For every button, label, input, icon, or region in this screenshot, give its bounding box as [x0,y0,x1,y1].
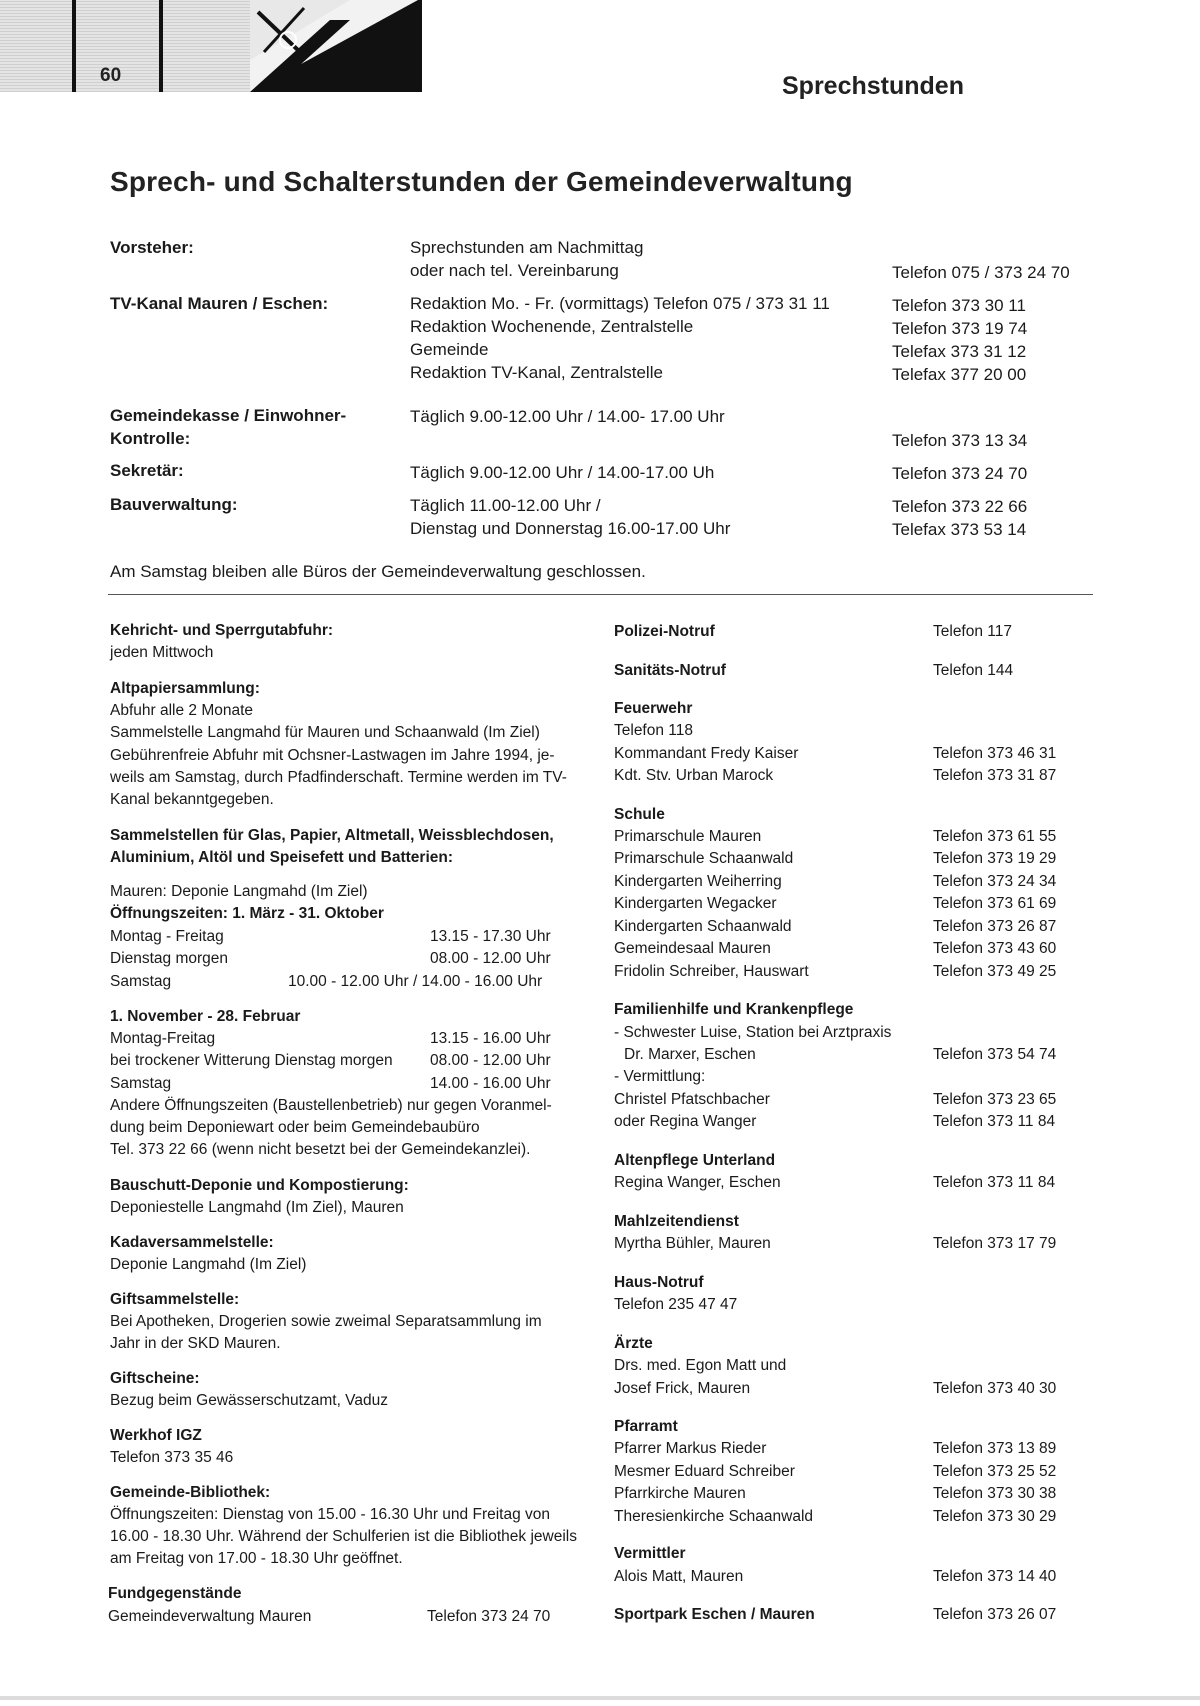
mahlzeiten-phone: Telefon 373 17 79 [933,1235,1057,1252]
hours-day: Montag-Freitag [110,1030,216,1047]
schule-name: Primarschule Schaanwald [614,850,794,867]
feuerwehr-line: Kdt. Stv. Urban Marock [614,767,774,784]
familie-line: Dr. Marxer, Eschen [624,1046,756,1063]
pfarramt-phone: Telefon 373 13 89 [933,1440,1057,1457]
hausnotruf-title: Haus-Notruf [614,1274,704,1291]
polizei-title: Polizei-Notruf [614,623,715,640]
pfarramt-phone: Telefon 373 25 52 [933,1463,1057,1480]
bauschutt-text: Deponiestelle Langmahd (Im Ziel), Mauren [110,1199,404,1216]
pfarramt-name: Mesmer Eduard Schreiber [614,1463,795,1480]
label-tv-kanal: TV-Kanal Mauren / Eschen: [110,294,329,313]
schule-name: Kindergarten Weiherring [614,873,782,890]
schule-phone: Telefon 373 61 55 [933,828,1057,845]
season-summer: Öffnungszeiten: 1. März - 31. Oktober [110,905,384,922]
bibliothek-line: am Freitag von 17.00 - 18.30 Uhr geöffnet. [110,1550,403,1567]
vermittler-phone: Telefon 373 14 40 [933,1568,1057,1585]
sammel-note: Andere Öffnungszeiten (Baustellenbetrieb) nur gegen Voranmel- [110,1097,552,1114]
header-rule [72,0,76,92]
section-title: Sprechstunden [782,72,964,100]
bau-line: Täglich 11.00-12.00 Uhr / [410,496,601,515]
feuerwehr-phone: Telefon 373 31 87 [933,767,1057,784]
feuerwehr-phone: Telefon 373 46 31 [933,745,1057,762]
kasse-phone: Telefon 373 13 34 [892,431,1028,450]
vorsteher-phone: Telefon 075 / 373 24 70 [892,263,1070,282]
bibliothek-line: Öffnungszeiten: Dienstag von 15.00 - 16.30 Uhr und Freitag von [110,1506,551,1523]
altpapier-line: Sammelstelle Langmahd für Mauren und Schaanwald (Im Ziel) [110,724,540,741]
fund-text: Gemeindeverwaltung Mauren [108,1608,312,1625]
header-rule [159,0,163,92]
aerzte-line: Josef Frick, Mauren [614,1380,751,1397]
tv-line: Redaktion Wochenende, Zentralstelle [410,317,694,336]
feuerwehr-title: Feuerwehr [614,700,693,717]
fund-phone: Telefon 373 24 70 [427,1608,551,1625]
vorsteher-line: Sprechstunden am Nachmittag [410,238,644,257]
hours-time: 14.00 - 16.00 Uhr [430,1075,551,1092]
sammelstellen-title: Aluminium, Altöl und Speisefett und Batterien: [110,849,454,866]
hours-day: Dienstag morgen [110,950,229,967]
hours-time: 13.15 - 17.30 Uhr [430,928,551,945]
gift-title: Giftsammelstelle: [110,1291,240,1308]
familie-line: Christel Pfatschbacher [614,1091,770,1108]
sportpark-title: Sportpark Eschen / Mauren [614,1606,815,1623]
sanitaet-phone: Telefon 144 [933,662,1014,679]
altpapier-line: Gebührenfreie Abfuhr mit Ochsner-Lastwagen im Jahre 1994, je- [110,747,555,764]
sammel-note: Tel. 373 22 66 (wenn nicht besetzt bei der Gemeindekanzlei). [110,1141,531,1158]
bauschutt-title: Bauschutt-Deponie und Kompostierung: [110,1177,409,1194]
giftscheine-title: Giftscheine: [110,1370,200,1387]
vermittler-title: Vermittler [614,1545,686,1562]
familie-line: oder Regina Wanger [614,1113,757,1130]
pfarramt-name: Pfarrkirche Mauren [614,1485,746,1502]
label-bauverwaltung: Bauverwaltung: [110,495,238,514]
gift-line: Bei Apotheken, Drogerien sowie zweimal Separatsammlung im [110,1313,542,1330]
altpapier-line: Abfuhr alle 2 Monate [110,702,254,719]
schule-phone: Telefon 373 43 60 [933,940,1057,957]
altenpflege-title: Altenpflege Unterland [614,1152,776,1169]
bottom-edge [0,1696,1200,1700]
label-gemeindekasse: Kontrolle: [110,429,191,448]
schule-phone: Telefon 373 19 29 [933,850,1057,867]
altpapier-title: Altpapiersammlung: [110,680,260,697]
season-winter: 1. November - 28. Februar [110,1008,301,1025]
mahlzeiten-title: Mahlzeitendienst [614,1213,739,1230]
label-vorsteher: Vorsteher: [110,238,194,257]
bibliothek-line: 16.00 - 18.30 Uhr. Während der Schulferien ist die Bibliothek jeweils [110,1528,577,1545]
aerzte-title: Ärzte [614,1335,653,1352]
vorsteher-line: oder nach tel. Vereinbarung [410,261,619,280]
hours-time: 08.00 - 12.00 Uhr [430,950,551,967]
page-number: 60 [100,65,122,86]
tv-phone: Telefax 373 31 12 [892,342,1027,361]
aerzte-phone: Telefon 373 40 30 [933,1380,1057,1397]
familie-phone: Telefon 373 11 84 [933,1113,1056,1130]
tv-line: Redaktion TV-Kanal, Zentralstelle [410,363,663,382]
hours-day: bei trockener Witterung Dienstag morgen [110,1052,393,1069]
kehricht-title: Kehricht- und Sperrgutabfuhr: [110,622,334,639]
kadaver-text: Deponie Langmahd (Im Ziel) [110,1256,307,1273]
tv-phone: Telefax 377 20 00 [892,365,1027,384]
werkhof-title: Werkhof IGZ [110,1427,202,1444]
hours-time: 13.15 - 16.00 Uhr [430,1030,551,1047]
label-gemeindekasse: Gemeindekasse / Einwohner- [110,406,347,425]
giftscheine-text: Bezug beim Gewässerschutzamt, Vaduz [110,1392,388,1409]
kasse-hours: Täglich 9.00-12.00 Uhr / 14.00- 17.00 Uhr [410,407,725,426]
schule-name: Kindergarten Schaanwald [614,918,792,935]
saturday-note: Am Samstag bleiben alle Büros der Gemeindeverwaltung geschlossen. [110,562,646,581]
fund-title: Fundgegenstände [108,1585,242,1602]
gift-line: Jahr in der SKD Mauren. [110,1335,281,1352]
schule-title: Schule [614,806,665,823]
schule-name: Gemeindesaal Mauren [614,940,771,957]
pfarramt-phone: Telefon 373 30 38 [933,1485,1057,1502]
schule-phone: Telefon 373 24 34 [933,873,1057,890]
hausnotruf-text: Telefon 235 47 47 [614,1296,738,1313]
feuerwehr-line: Kommandant Fredy Kaiser [614,745,799,762]
page-title: Sprech- und Schalterstunden der Gemeindeverwaltung [110,166,853,197]
feuerwehr-line: Telefon 118 [614,722,693,739]
bibliothek-title: Gemeinde-Bibliothek: [110,1484,271,1501]
hours-time: 10.00 - 12.00 Uhr / 14.00 - 16.00 Uhr [288,973,543,990]
tv-line: Gemeinde [410,340,489,359]
schule-name: Primarschule Mauren [614,828,762,845]
schule-phone: Telefon 373 61 69 [933,895,1057,912]
bau-phone: Telefax 373 53 14 [892,520,1027,539]
sekretaer-hours: Täglich 9.00-12.00 Uhr / 14.00-17.00 Uh [410,463,715,482]
pfarramt-name: Pfarrer Markus Rieder [614,1440,767,1457]
familie-line: - Schwester Luise, Station bei Arztpraxis [614,1024,892,1041]
kadaver-title: Kadaversammelstelle: [110,1234,274,1251]
polizei-phone: Telefon 117 [933,623,1012,640]
hours-day: Montag - Freitag [110,928,224,945]
hours-day: Samstag [110,973,172,990]
schule-phone: Telefon 373 26 87 [933,918,1057,935]
tv-line: Redaktion Mo. - Fr. (vormittags) Telefon 075 / 373 31 11 [410,294,830,313]
familie-line: - Vermittlung: [614,1068,706,1085]
schule-name: Fridolin Schreiber, Hauswart [614,963,809,980]
hours-time: 08.00 - 12.00 Uhr [430,1052,551,1069]
sammel-note: dung beim Deponiewart oder beim Gemeindebaubüro [110,1119,480,1136]
altenpflege-phone: Telefon 373 11 84 [933,1174,1056,1191]
divider [108,594,1093,595]
werkhof-text: Telefon 373 35 46 [110,1449,234,1466]
pfarramt-title: Pfarramt [614,1418,678,1435]
vermittler-text: Alois Matt, Mauren [614,1568,744,1585]
sammelstellen-place: Mauren: Deponie Langmahd (Im Ziel) [110,883,368,900]
sanitaet-title: Sanitäts-Notruf [614,662,726,679]
sekretaer-phone: Telefon 373 24 70 [892,464,1028,483]
altpapier-line: weils am Samstag, durch Pfadfinderschaft. Termine werden im TV- [110,769,567,786]
familie-title: Familienhilfe und Krankenpflege [614,1001,854,1018]
pfarramt-phone: Telefon 373 30 29 [933,1508,1057,1525]
sportpark-phone: Telefon 373 26 07 [933,1606,1057,1623]
sammelstellen-title: Sammelstellen für Glas, Papier, Altmetall, Weissblechdosen, [110,827,554,844]
schule-phone: Telefon 373 49 25 [933,963,1057,980]
tv-phone: Telefon 373 19 74 [892,319,1028,338]
label-sekretaer: Sekretär: [110,461,184,480]
bau-line: Dienstag und Donnerstag 16.00-17.00 Uhr [410,519,731,538]
familie-phone: Telefon 373 54 74 [933,1046,1057,1063]
altpapier-line: Kanal bekanntgegeben. [110,791,274,808]
coat-of-arms-icon [250,0,420,92]
bau-phone: Telefon 373 22 66 [892,497,1028,516]
familie-phone: Telefon 373 23 65 [933,1091,1057,1108]
aerzte-line: Drs. med. Egon Matt und [614,1357,787,1374]
schule-name: Kindergarten Wegacker [614,895,777,912]
kehricht-text: jeden Mittwoch [110,644,214,661]
tv-phone: Telefon 373 30 11 [892,296,1026,315]
pfarramt-name: Theresienkirche Schaanwald [614,1508,814,1525]
mahlzeiten-text: Myrtha Bühler, Mauren [614,1235,771,1252]
hours-day: Samstag [110,1075,172,1092]
altenpflege-text: Regina Wanger, Eschen [614,1174,781,1191]
